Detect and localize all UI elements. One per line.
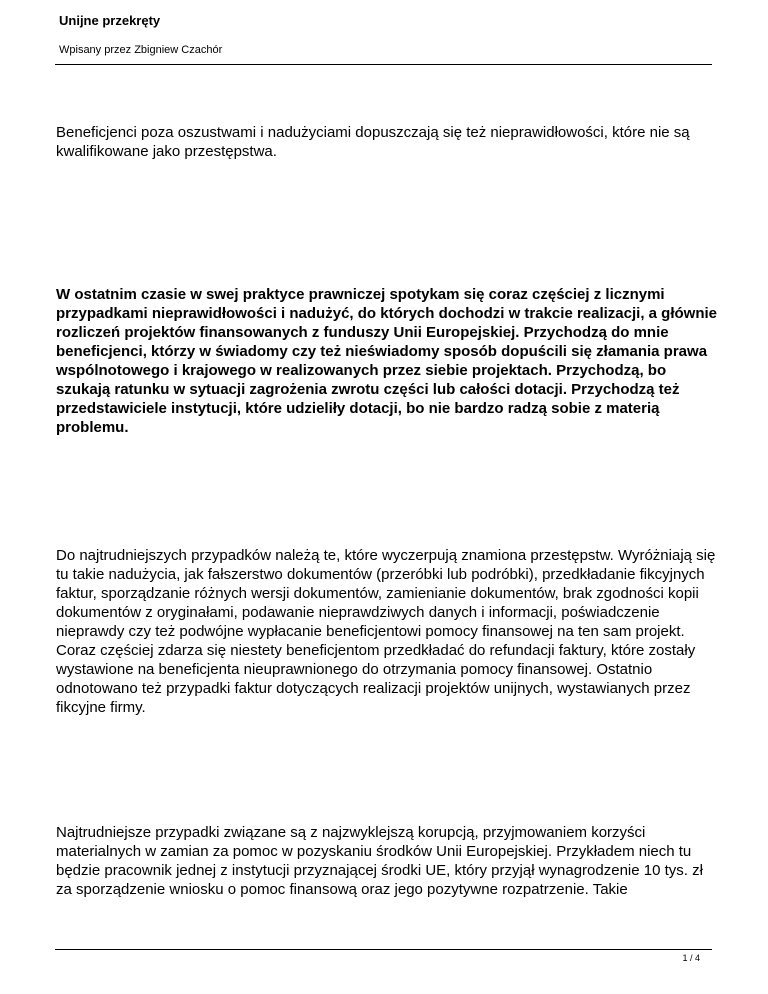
page-number: 1 / 4 [682,953,700,963]
paragraph-bold-lead: W ostatnim czasie w swej praktyce prawniczej spotykam się coraz częściej z licznymi przypadkami nieprawidłowości i nadużyć, do których dochodzi w trakcie realizacji, a głównie rozliczeń projektów finansowanych z funduszy Unii Europejskiej. Przychodzą do mnie beneficjenci, którzy w świadomy czy też nieświadomy sposób dopuścili się złamania prawa wspólnotowego i krajowego w realizowanych przez siebie projektach. Przychodzą, bo szukają ratunku w sytuacji zagrożenia zwrotu części lub całości dotacji. Przychodzą też przedstawiciele instytucji, które udzieliły dotacji, bo nie bardzo radzą sobie z materią problemu. [56,286,718,436]
paragraph-corruption: Najtrudniejsze przypadki związane są z najzwyklejszą korupcją, przyjmowaniem korzyści materialnych w zamian za pomoc w pozyskaniu środków Unii Europejskiej. Przykładem niech tu będzie pracownik jednej z instytucji przyznającej środki UE, który przyjął wynagrodzenie 10 tys. zł za sporządzenie wniosku o pomoc finansową oraz jego pozytywne rozpatrzenie. Takie [56,824,703,898]
article-title: Unijne przekręty [59,13,161,28]
footer-divider [55,949,712,950]
header-divider [55,64,712,65]
paragraph-intro: Beneficjenci poza oszustwami i nadużyciami dopuszczają się też nieprawidłowości, które nie są kwalifikowane jako przestępstwa. [56,124,690,160]
article-author: Wpisany przez Zbigniew Czachór [59,44,223,56]
paragraph-offences: Do najtrudniejszych przypadków należą te, które wyczerpują znamiona przestępstw. Wyróżniają się tu takie nadużycia, jak fałszerstwo dokumentów (przeróbki lub podróbki), przedkładanie fikcyjnych faktur, sporządzanie różnych wersji dokumentów, zamienianie dokumentów, brak zgodności kopii dokumentów z oryginałami, podawanie nieprawdziwych danych i informacji, poświadczenie nieprawdy czy też podwójne wypłacanie beneficjentowi pomocy finansowej na ten sam projekt. Coraz częściej zdarza się niestety beneficjentom przedkładać do refundacji faktury, które zostały wystawione na beneficjenta nieuprawnionego do otrzymania pomocy finansowej. Ostatnio odnotowano też przypadki faktur dotyczących realizacji projektów unijnych, wystawianych przez fikcyjne firmy. [56,547,716,716]
